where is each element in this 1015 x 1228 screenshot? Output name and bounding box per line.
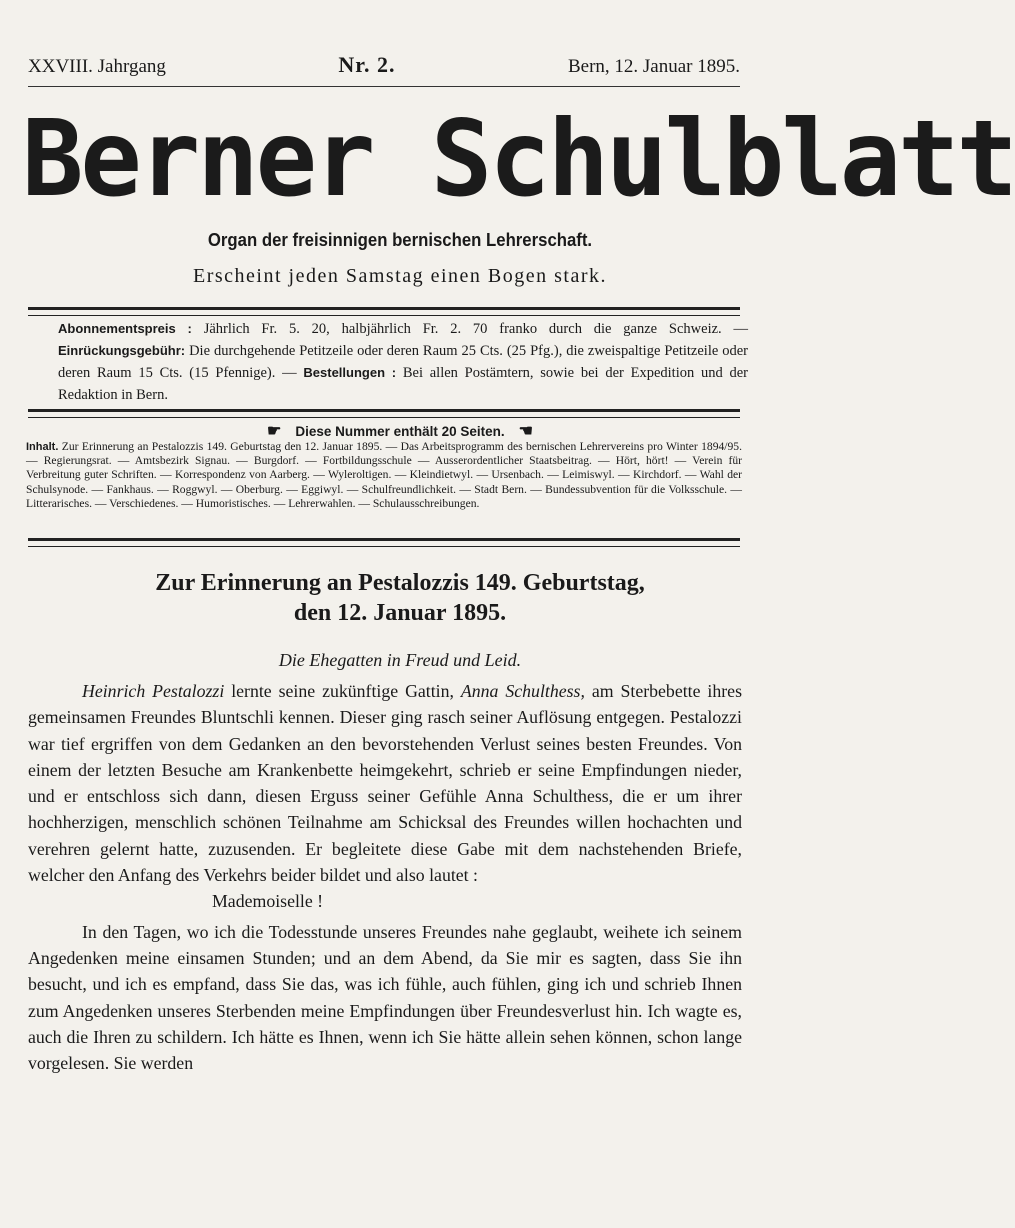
place-date: Bern, 12. Januar 1895. [567, 56, 740, 77]
article-title [0, 568, 800, 628]
double-rule-bottom [28, 538, 740, 547]
paragraph-1-text-b: am Sterbebette ihres gemeinsamen Freundes Bluntschli kennen. Dieser ging rasch seiner Auflösung entgegen. Pestalozzi war tief ergriffen von dem Gedanken an den bevorstehenden Verlust seines besten Freundes. Von einem der letzten Besuche am Krankenbette heimgekehrt, schrieb er seine Empfindungen nieder, und er entschloss sich dann, diesen Erguss seiner Gefühle Anna Schulthess, die er um ihrer hochherzigen, menschlich schönen Teilnahme am Schicksal des Freundes willen hochachten und verehren gelernt hatte, zuzusenden. Er begleitete diese Gabe mit dem nachstehenden Briefe, welcher den Anfang des Verkehrs beider bildet und also lautet : [28, 681, 742, 886]
name-anna-schulthess: Anna Schulthess, [460, 681, 585, 701]
label-abonnement: Abonnementspreis : [58, 321, 192, 336]
contents-text: Zur Erinnerung an Pestalozzis 149. Geburtstag den 12. Januar 1895. — Das Arbeitsprogramm des bernischen Lehrervereins pro Winter 1894/95. — Regierungsrat. — Amtsbezirk Signau. — Burgdorf. — Fortbildungsschule — Ausserordentlicher Staatsbeitrag. — Hört, hört! — Verein für Verbreitung guter Schriften. — Korrespondenz von Aarberg. — Wyleroltigen. — Kleindietwyl. — Ursenbach. — Leimiswyl. — Kirchdorf. — Wahl der Schulsynode. — Fankhaus. — Roggwyl. — Oberburg. — Eggiwyl. — Schulfreundlichkeit. — Stadt Bern. — Bundessubvention für die Volksschule. — Litterarisches. — Verschiedenes. — Humoristisches. — Lehrerwahlen. — Schulausschreibungen. [26, 440, 742, 510]
contents-label: Inhalt. [26, 441, 59, 453]
table-of-contents [26, 440, 742, 511]
paragraph-2: In den Tagen, wo ich die Todesstunde unseres Freundes nahe geglaubt, weihete ich seinem Angedenken meine einsamen Stunden; und an dem Abend, da Sie mir es sagten, dass Sie ihn besucht, und ich es empfand, dass Sie das, was ich fühle, auch fühlen, ging ich und schrieb Ihnen zum Angedenken unseres Sterbenden meine Empfindungen über Freundesverlust hin. Ich wagte es, auch die Ihren zu schildern. Ich hätte es Ihnen, wenn ich Sie hätte allein sehen können, schon lange vorgelesen. Sie werden [28, 921, 742, 1074]
article-title-line1: Zur Erinnerung an Pestalozzis 149. Geburtstag, [155, 570, 645, 596]
pages-count-text: Diese Nummer enthält 20 Seiten. [295, 424, 505, 439]
text-abonnement: Jährlich Fr. 5. 20, halbjährlich Fr. 2. 70 franko durch die ganze Schweiz. — [191, 321, 748, 337]
label-einrueckung: Einrückungsgebühr: [58, 343, 186, 358]
masthead-title: Berner Schulblatt [22, 98, 1015, 221]
pointing-hand-right-icon: ☛ [266, 423, 282, 440]
article-subtitle: Die Ehegatten in Freud und Leid. [278, 650, 522, 670]
name-heinrich-pestalozzi: Heinrich Pestalozzi [82, 681, 225, 701]
volume-label: XXVIII. Jahrgang [28, 56, 166, 77]
issue-number: Nr. 2. [338, 52, 396, 77]
article-body [28, 678, 742, 1076]
double-rule-top [28, 307, 740, 316]
text-bestellungen: Bei allen Postämtern, sowie bei der Expedition und der Redaktion in Bern. [58, 365, 748, 403]
masthead-organ: Organ der freisinnigen bernischen Lehrerschaft. [207, 230, 593, 250]
double-rule-middle [28, 409, 740, 418]
label-bestellungen: Bestellungen : [303, 365, 397, 380]
masthead-frequency: Erscheint jeden Samstag einen Bogen stark. [192, 265, 607, 287]
contents-banner [0, 421, 800, 441]
pointing-hand-left-icon: ☚ [518, 423, 533, 440]
text-einrueckung: Die durchgehende Petitzeile oder deren Raum 25 Cts. (25 Pfg.), die zweispaltige Petitzeile oder deren Raum 15 Cts. (15 Pfennige). — [58, 343, 748, 381]
paragraph-1-text-a: lernte seine zukünftige Gattin, [224, 681, 461, 701]
letter-salutation: Mademoiselle ! [212, 891, 324, 912]
subscription-info [58, 318, 748, 406]
paragraph-1 [28, 678, 742, 888]
header-line [28, 52, 740, 82]
header-rule [28, 86, 740, 87]
article-title-line2: den 12. Januar 1895. [293, 600, 507, 626]
